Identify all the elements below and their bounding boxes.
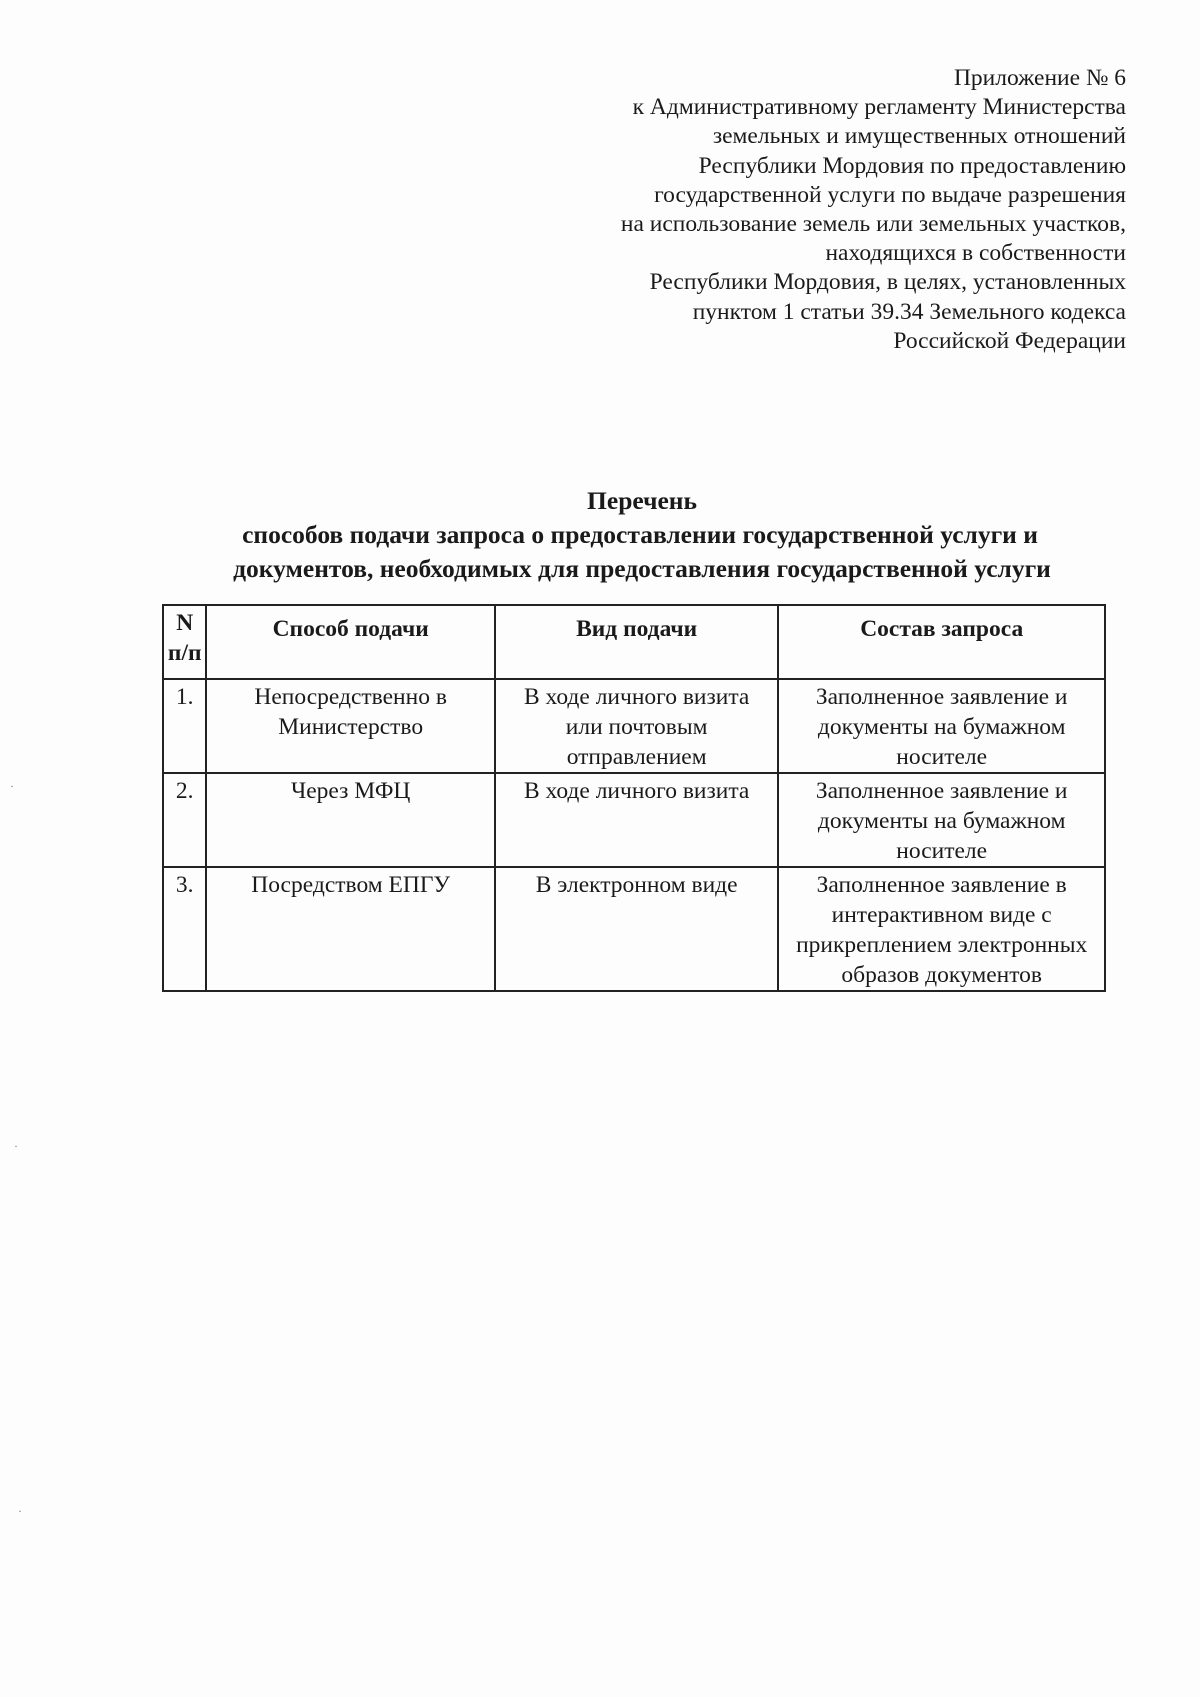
table-header-row <box>163 605 1105 679</box>
cell-line: В электронном виде <box>535 872 738 898</box>
table-row <box>163 679 1105 773</box>
row-method <box>206 679 494 773</box>
header-content: Состав запроса <box>778 605 1105 679</box>
row-type <box>495 773 778 867</box>
scan-speck: · <box>18 1504 22 1518</box>
row-type <box>495 679 778 773</box>
cell-line: или почтовым <box>565 714 708 740</box>
cell-line: В ходе личного визита <box>523 778 750 804</box>
annex-line: Республики Мордовия, в целях, установленных <box>649 269 1126 296</box>
row-method <box>206 773 494 867</box>
scan-speck: · <box>14 1139 18 1153</box>
cell-line: Заполненное заявление в <box>816 872 1067 898</box>
annex-line: Республики Мордовия по предоставлению <box>698 152 1126 179</box>
table-row <box>163 867 1105 991</box>
annex-line: Приложение № 6 <box>953 65 1126 91</box>
header-method: Способ подачи <box>206 605 494 679</box>
header-num-line-1: N <box>176 610 194 636</box>
cell-line: Посредством ЕПГУ <box>251 872 451 898</box>
annex-line: к Административному регламенту Министерства <box>632 94 1126 121</box>
cell-line: Министерство <box>278 714 424 740</box>
cell-line: Через МФЦ <box>290 778 411 804</box>
header-num-line-2: п/п <box>167 640 202 666</box>
cell-line: Заполненное заявление и <box>815 684 1068 710</box>
annex-line: Российской Федерации <box>893 327 1126 354</box>
row-content <box>778 867 1105 991</box>
annex-line: земельных и имущественных отношений <box>712 123 1126 150</box>
title-main: Перечень <box>587 486 697 515</box>
title-line-1: способов подачи запроса о предоставлении государственной услуги и <box>242 520 1038 549</box>
row-content <box>778 679 1105 773</box>
row-method <box>206 867 494 991</box>
annex-line: находящихся в собственности <box>825 240 1126 267</box>
header-num <box>163 605 206 679</box>
cell-line: Заполненное заявление и <box>815 778 1068 804</box>
annex-line: пунктом 1 статьи 39.34 Земельного кодекса <box>692 298 1126 325</box>
cell-line: отправлением <box>566 744 707 770</box>
row-type <box>495 867 778 991</box>
annex-header <box>566 64 1126 356</box>
document-title <box>0 484 1200 586</box>
cell-line: носителе <box>896 744 988 770</box>
header-type: Вид подачи <box>495 605 778 679</box>
cell-line: документы на бумажном <box>817 714 1066 740</box>
cell-line: Непосредственно в <box>254 684 447 710</box>
row-num: 3. <box>163 867 206 991</box>
cell-line: интерактивном виде с <box>831 902 1052 928</box>
row-content <box>778 773 1105 867</box>
title-line-2: документов, необходимых для предоставления государственной услуги <box>233 554 1051 583</box>
cell-line: образов документов <box>841 962 1043 988</box>
cell-line: В ходе личного визита <box>523 684 750 710</box>
row-num: 1. <box>163 679 206 773</box>
cell-line: носителе <box>896 838 988 864</box>
scan-speck: · <box>10 779 14 793</box>
annex-line: на использование земель или земельных участков, <box>620 211 1126 238</box>
row-num: 2. <box>163 773 206 867</box>
cell-line: прикреплением электронных <box>796 932 1088 958</box>
cell-line: документы на бумажном <box>817 808 1066 834</box>
table-row <box>163 773 1105 867</box>
submission-methods-table <box>162 604 1106 992</box>
annex-line: государственной услуги по выдаче разрешения <box>654 181 1126 208</box>
